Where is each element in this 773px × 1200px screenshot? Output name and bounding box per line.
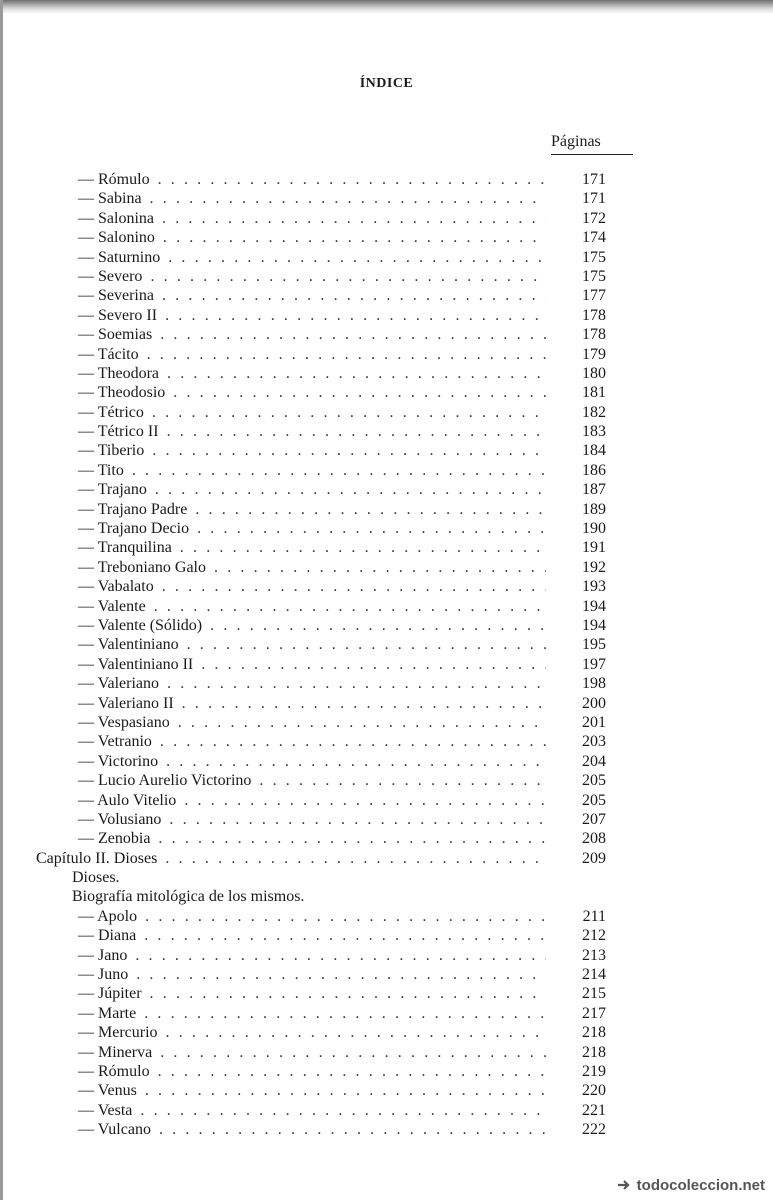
dot-leader: [142, 267, 546, 286]
toc-page-number: 209: [582, 849, 606, 867]
dot-leader: [158, 752, 546, 771]
dot-leader: [152, 1043, 546, 1062]
watermark-arrow-icon: [617, 1178, 633, 1190]
toc-entry-label: — Trajano Padre: [78, 500, 188, 518]
dot-leader: [154, 286, 546, 305]
dot-leader: [147, 480, 546, 499]
page-title: ÍNDICE: [359, 76, 414, 91]
toc-entry: [36, 558, 606, 577]
toc-page-number: 194: [582, 616, 606, 634]
toc-entry: [36, 267, 606, 286]
dot-leader: [146, 597, 546, 616]
dot-leader: [251, 771, 546, 790]
dot-leader: [179, 635, 546, 654]
toc-entry-label: — Zenobia: [78, 830, 151, 848]
toc-page-number: 174: [582, 229, 606, 247]
dot-leader: [174, 694, 546, 713]
toc-page-number: 171: [582, 190, 606, 208]
dot-leader: [144, 441, 546, 460]
toc-entry-label: — Theodosio: [78, 384, 166, 402]
toc-page-number: 180: [582, 364, 606, 382]
dot-leader: [127, 946, 546, 965]
toc-entry: [36, 461, 606, 480]
toc-entry-label: — Aulo Vitelio: [78, 791, 177, 809]
toc-entry: [36, 655, 606, 674]
toc-entry: [36, 209, 606, 228]
toc-entry-label: — Vabalato: [78, 578, 154, 596]
toc-entry-label: — Valente (Sólido): [78, 616, 203, 634]
toc-page-number: 198: [582, 675, 606, 693]
toc-entry: [36, 810, 606, 829]
toc-entry: [36, 635, 606, 654]
toc-entry: [36, 965, 606, 984]
toc-entry-label: — Volusiano: [78, 810, 162, 828]
toc-entry-label: — Venus: [78, 1082, 137, 1100]
toc-entry: [36, 771, 606, 790]
toc-entry: [36, 1081, 606, 1100]
toc-entry: [36, 907, 606, 926]
toc-entry-label: — Valeriano II: [78, 694, 174, 712]
dot-leader: [159, 364, 546, 383]
toc-entry: [36, 364, 606, 383]
toc-entry: [36, 170, 606, 189]
toc-entry: [36, 1023, 606, 1042]
toc-entry-label: — Salonina: [78, 209, 154, 227]
toc-entry: [36, 984, 606, 1003]
toc-page-number: 217: [582, 1004, 606, 1022]
toc-entry-label: — Rómulo: [78, 171, 150, 188]
toc-entry: [36, 849, 606, 868]
toc-page-number: 177: [582, 287, 606, 305]
toc-entry: [36, 926, 606, 945]
toc-entry-label: — Rómulo: [78, 1062, 150, 1080]
toc-page-number: 197: [582, 655, 606, 673]
toc-page-number: 187: [582, 481, 606, 499]
dot-leader: [202, 616, 546, 635]
toc-entry-label: — Valente: [78, 597, 146, 615]
toc-entry-label: — Severo: [78, 267, 143, 285]
dot-leader: [136, 926, 546, 945]
toc-page-number: 212: [582, 927, 606, 945]
toc-page-number: 220: [582, 1082, 606, 1100]
toc-entry-label: — Mercurio: [78, 1024, 158, 1042]
dot-leader: [142, 984, 546, 1003]
dot-leader: [161, 810, 546, 829]
toc-page-number: 179: [582, 345, 606, 363]
toc-page-number: 195: [582, 636, 606, 654]
dot-leader: [157, 849, 546, 868]
toc-page-number: 194: [582, 597, 606, 615]
dot-leader: [150, 1062, 546, 1081]
toc-page-number: 204: [582, 752, 606, 770]
toc-entry: [36, 732, 606, 751]
toc-entry-label: — Valentiniano: [78, 636, 179, 654]
toc-page-number: 178: [582, 306, 606, 324]
toc-entry-label: Capítulo II. Dioses: [36, 849, 158, 867]
toc-entry: [36, 1004, 606, 1023]
dot-leader: [159, 422, 546, 441]
dot-leader: [158, 1023, 546, 1042]
toc-entry: [36, 1120, 606, 1139]
toc-entry: [36, 286, 606, 305]
dot-leader: [160, 248, 546, 267]
toc-entry: [36, 1062, 606, 1081]
toc-page-number: 182: [582, 403, 606, 421]
toc-entry-label: — Victorino: [78, 752, 159, 770]
toc-page-number: 205: [582, 791, 606, 809]
toc-entry: [36, 422, 606, 441]
toc-entry-label: — Tétrico II: [78, 423, 159, 441]
toc-page-number: 213: [582, 946, 606, 964]
toc-entry-label: — Theodora: [78, 364, 160, 382]
dot-leader: [172, 538, 546, 557]
toc-page-number: 200: [582, 694, 606, 712]
toc-page-number: 171: [582, 171, 606, 188]
watermark: [617, 1177, 765, 1194]
toc-page-number: 183: [582, 423, 606, 441]
toc-entry: [36, 403, 606, 422]
toc-entry-label: — Diana: [78, 927, 137, 945]
toc-page-number: 215: [582, 985, 606, 1003]
toc-entry-label: — Treboniano Galo: [78, 558, 206, 576]
dot-leader: [176, 791, 546, 810]
toc-entry: [36, 441, 606, 460]
toc-entry-label: — Jano: [78, 946, 128, 964]
toc-page-number: 175: [582, 267, 606, 285]
toc-entry: [36, 597, 606, 616]
toc-entry-label: — Tétrico: [78, 403, 144, 421]
toc-page-number: 178: [582, 326, 606, 344]
toc-entry-label: — Tácito: [78, 345, 139, 363]
toc-page-number: 218: [582, 1024, 606, 1042]
dot-leader: [136, 1004, 546, 1023]
dot-leader: [165, 383, 546, 402]
toc-entry: [36, 1043, 606, 1062]
toc-entry-label: — Vespasiano: [78, 713, 170, 731]
toc-entry: [36, 306, 606, 325]
toc-entry-label: — Severo II: [78, 306, 158, 324]
dot-leader: [128, 965, 546, 984]
dot-leader: [170, 713, 546, 732]
toc-page-number: 181: [582, 384, 606, 402]
toc-page-number: 203: [582, 733, 606, 751]
toc-entry: [36, 694, 606, 713]
toc-page-number: 208: [582, 830, 606, 848]
toc-entry-label: — Valentiniano II: [78, 655, 194, 673]
toc-entry-label: Dioses.: [72, 869, 120, 887]
toc-page-number: 186: [582, 461, 606, 479]
toc-page-number: 221: [582, 1101, 606, 1119]
dot-leader: [206, 558, 546, 577]
toc-entry: [36, 791, 606, 810]
dot-leader: [137, 907, 546, 926]
dot-leader: [137, 1081, 546, 1100]
dot-leader: [155, 228, 546, 247]
dot-leader: [132, 1101, 546, 1120]
toc-entry-label: — Vesta: [78, 1101, 133, 1119]
toc-entry: [36, 325, 606, 344]
dot-leader: [151, 1120, 546, 1139]
toc-entry: [36, 616, 606, 635]
toc-entry: [36, 480, 606, 499]
dot-leader: [152, 732, 546, 751]
toc-entry-label: — Valeriano: [78, 675, 160, 693]
toc-page-number: 190: [582, 520, 606, 538]
toc-entry: [36, 189, 606, 208]
toc-entry-label: — Tranquilina: [78, 539, 172, 557]
scan-left-edge: [0, 0, 3, 1200]
toc-entry: [36, 829, 606, 848]
toc-page-number: 184: [582, 442, 606, 460]
toc-page-number: 189: [582, 500, 606, 518]
toc-page-number: 201: [582, 713, 606, 731]
toc-entry-label: — Vetranio: [78, 733, 152, 751]
toc-entry-label: — Soemias: [78, 326, 153, 344]
toc-entry-label: — Sabina: [78, 190, 142, 208]
toc-entry-label: — Minerva: [78, 1043, 153, 1061]
toc-entry-label: — Júpiter: [78, 985, 142, 1003]
toc-page-number: 219: [582, 1062, 606, 1080]
toc-page-number: 218: [582, 1043, 606, 1061]
toc-page-number: 193: [582, 578, 606, 596]
dot-leader: [154, 209, 546, 228]
toc-subheading: [36, 868, 606, 887]
dot-leader: [150, 170, 546, 189]
toc-page-number: 191: [582, 539, 606, 557]
toc-entry: [36, 674, 606, 693]
toc-page-number: 205: [582, 772, 606, 790]
toc-entry-label: — Vulcano: [78, 1121, 151, 1139]
toc-entry-label: — Trajano: [78, 481, 147, 499]
dot-leader: [152, 325, 546, 344]
toc-page-number: 207: [582, 810, 606, 828]
toc-page-number: 222: [582, 1121, 606, 1139]
toc-subheading: [36, 887, 606, 906]
toc-entry: [36, 519, 606, 538]
toc-page-number: 211: [582, 907, 606, 925]
toc-entry-label: — Severina: [78, 287, 154, 305]
toc-entry-label: — Trajano Decio: [78, 520, 190, 538]
scan-top-edge: [0, 0, 773, 14]
toc-entry: [36, 1101, 606, 1120]
toc-entry: [36, 228, 606, 247]
toc-entry: [36, 946, 606, 965]
dot-leader: [124, 461, 546, 480]
toc-page-number: 175: [582, 248, 606, 266]
toc-entry: [36, 345, 606, 364]
watermark-text: todocoleccion.net: [636, 1177, 765, 1194]
toc-page-number: 192: [582, 558, 606, 576]
pages-column-header: Páginas: [551, 133, 633, 155]
toc-entry: [36, 248, 606, 267]
toc-page-number: 214: [582, 966, 606, 984]
toc-entry-label: — Marte: [78, 1004, 137, 1022]
toc-page-number: 172: [582, 209, 606, 227]
toc-entry-label: — Tito: [78, 461, 124, 479]
dot-leader: [159, 674, 546, 693]
toc-entry-label: — Apolo: [78, 907, 138, 925]
toc-entry: [36, 713, 606, 732]
dot-leader: [187, 500, 546, 519]
toc-entry: [36, 538, 606, 557]
toc-entry-label: — Lucio Aurelio Victorino: [78, 772, 252, 790]
toc-entry-label: — Salonino: [78, 229, 155, 247]
toc-entry: [36, 752, 606, 771]
toc-entry: [36, 577, 606, 596]
table-of-contents: [36, 170, 606, 1140]
dot-leader: [157, 306, 546, 325]
toc-entry: [36, 383, 606, 402]
toc-entry-label: Biografía mitológica de los mismos.: [72, 888, 305, 906]
dot-leader: [142, 189, 546, 208]
dot-leader: [193, 655, 546, 674]
dot-leader: [144, 403, 546, 422]
toc-entry-label: — Saturnino: [78, 248, 161, 266]
dot-leader: [150, 829, 546, 848]
dot-leader: [139, 345, 546, 364]
dot-leader: [189, 519, 546, 538]
toc-entry-label: — Juno: [78, 966, 129, 984]
toc-entry: [36, 500, 606, 519]
dot-leader: [154, 577, 546, 596]
toc-entry-label: — Tiberio: [78, 442, 145, 460]
